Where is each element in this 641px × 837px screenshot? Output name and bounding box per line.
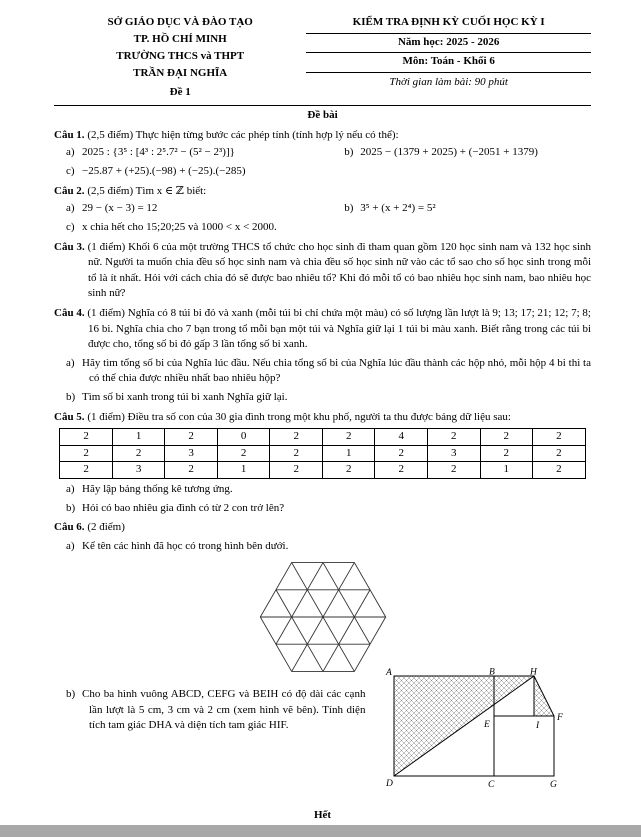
math-expression: 29 − (x − 3) = 12 [82,202,158,215]
question-2-item-a [66,201,344,217]
school-year: Năm học: 2025 - 2026 [306,34,591,54]
question-6-points: (2 điểm) [87,521,125,534]
department-line: SỞ GIÁO DỤC VÀ ĐÀO TẠO [107,16,253,28]
math-expression: x chia hết cho 15;20;25 và 1000 < x < 2000. [82,220,277,233]
table-cell: 2 [533,445,586,462]
exam-code: Đề 1 [169,86,191,99]
header-divider [54,105,591,106]
question-5-label: Câu 5. [54,410,85,423]
table-cell: 2 [533,429,586,446]
question-3-label: Câu 3. [54,240,85,253]
table-cell: 0 [217,429,270,446]
page-header [54,14,591,101]
table-cell: 4 [375,429,428,446]
item-text: Hỏi có bao nhiêu gia đình có từ 2 con trở lên? [82,501,285,514]
school-type-line: TRƯỜNG THCS và THPT [116,50,245,63]
question-5-intro: (1 điểm) Điều tra số con của 30 gia đình trong một khu phố, người ta thu được bảng dữ liệu sau: [87,410,511,423]
label-E: E [484,720,491,731]
city-line: TP. HỒ CHÍ MINH [133,33,227,46]
triangulated-hexagon [257,559,389,675]
label-B: B [489,668,496,678]
question-2-label: Câu 2. [54,184,85,197]
question-5 [54,410,591,517]
item-letter: a) [66,202,75,215]
table-cell: 2 [112,445,165,462]
item-letter: a) [66,146,75,159]
question-2-intro: (2,5 điểm) Tìm x ∈ ℤ biết: [87,184,207,197]
table-cell: 2 [480,429,533,446]
table-cell: 1 [480,462,533,479]
label-D: D [386,779,394,790]
table-cell: 2 [60,462,113,479]
question-6-b-row [54,668,591,798]
question-2-row-ab [54,201,591,217]
question-4-label: Câu 4. [54,306,85,319]
item-letter: a) [66,539,75,552]
table-cell: 2 [60,429,113,446]
question-6-label: Câu 6. [54,521,85,534]
squares-diagram [384,668,580,792]
table-cell: 2 [270,445,323,462]
table-cell: 1 [112,429,165,446]
item-text: Hãy tìm tổng số bi của Nghĩa lúc đầu. Nếu chia tổng số bi của Nghĩa lúc đầu thành các hộp nhỏ, mỗi hộp 4 bi thì ta có thể chia được nhiều nhất bao nhiêu hộp? [82,356,591,385]
item-letter: b) [344,146,354,159]
question-1-label: Câu 1. [54,128,85,141]
question-5-item-b [54,501,591,517]
exam-header [306,14,591,101]
question-6-item-b [54,687,365,734]
table-cell: 2 [60,445,113,462]
question-2-item-c [54,220,591,236]
table-row [60,462,585,479]
section-title: Đề bài [307,109,338,122]
math-expression: 2025 − (1379 + 2025) + (−2051 + 1379) [360,146,538,159]
label-F: F [557,713,564,724]
page-edge [0,825,641,837]
label-A: A [386,668,393,679]
label-G: G [550,780,558,791]
question-4-text: (1 điểm) Nghĩa có 8 túi bi đỏ và xanh (mỗi túi bi chỉ chứa một màu) có số lượng lần lượt là 9; 13; 17; 21; 12; 7; 8; 16 bi. Nghĩa chia cho 7 bạn trong tổ mỗi bạn một túi và Nghĩa giữ lại 1 túi bi màu xanh. Biết rằng trong các túi bi được cho, tổng số bi đỏ gấp 3 lần tổng số bi xanh. [87,306,591,351]
item-text: Hãy lập bảng thống kê tương ứng. [82,483,233,496]
table-cell: 2 [480,445,533,462]
table-cell: 2 [375,445,428,462]
table-cell: 2 [375,462,428,479]
q5-table-body [60,429,585,479]
table-cell: 2 [217,445,270,462]
question-1-intro: (2,5 điểm) Thực hiện từng bước các phép tính (tính hợp lý nếu có thể): [87,128,399,141]
math-expression: 3⁵ + (x + 2⁴) = 5² [360,202,436,215]
table-cell: 1 [217,462,270,479]
table-cell: 3 [427,445,480,462]
item-letter: c) [66,220,75,233]
math-expression: 2025 : {3⁵ : [4³ : 2⁵.7² − (5² − 2³)]} [82,146,235,159]
table-cell: 3 [112,462,165,479]
label-C: C [488,780,495,791]
question-1-item-a [66,145,344,161]
exam-subject: Môn: Toán - Khối 6 [306,53,591,73]
table-cell: 2 [322,429,375,446]
table-cell: 2 [427,429,480,446]
table-row [60,429,585,446]
table-cell: 2 [270,462,323,479]
label-H: H [530,668,538,678]
item-letter: b) [66,501,76,514]
table-cell: 2 [322,462,375,479]
question-4-item-b [54,390,591,406]
school-name-line: TRẦN ĐẠI NGHĨA [133,67,228,80]
item-text: Cho ba hình vuông ABCD, CEFG và BEIH có độ dài các cạnh lần lượt là 5 cm, 3 cm và 2 cm (xem hình vẽ bên). Tính diện tích tam giác DHA và diện tích tam giác HIF. [82,688,366,732]
question-1 [54,128,591,180]
end-marker: Hết [313,808,332,821]
question-4 [54,306,591,406]
item-letter: b) [66,390,76,403]
table-cell: 2 [533,462,586,479]
exam-duration: Thời gian làm bài: 90 phút [389,75,508,88]
item-letter: c) [66,165,75,178]
label-I: I [536,721,540,732]
table-cell: 2 [165,429,218,446]
question-2 [54,184,591,236]
item-letter: a) [66,356,75,369]
item-letter: a) [66,483,75,496]
question-1-item-b [344,145,591,161]
table-cell: 3 [165,445,218,462]
question-5-item-a [54,482,591,498]
item-text: Kể tên các hình đã học có trong hình bên dưới. [82,539,289,552]
question-3 [54,240,591,302]
question-6 [54,520,591,797]
item-text: Tìm số bi xanh trong túi bi xanh Nghĩa giữ lại. [82,390,288,403]
question-2-item-b [344,201,591,217]
question-4-item-a [54,356,591,387]
hexagon-figure [54,559,591,681]
item-letter: b) [344,202,354,215]
table-row [60,445,585,462]
question-3-text: (1 điểm) Khối 6 của một trường THCS tổ chức cho học sinh đi tham quan gồm 120 học sinh nam và 132 học sinh nữ. Người ta muốn chia đều số học sinh nam và chia đều số học sinh nữ vào các tổ sao cho số học sinh trong mỗi tổ là ít nhất. Hỏi với cách chia đó sẽ được bao nhiêu tổ? Khi đó mỗi tổ có bao nhiêu học sinh nam, bao nhiêu học sinh nữ? [87,240,592,300]
table-cell: 1 [322,445,375,462]
q5-data-table [59,428,585,479]
squares-figure [373,668,591,798]
square-CEFG [494,716,554,776]
question-1-row-ab [54,145,591,161]
table-cell: 2 [270,429,323,446]
math-expression: −25.87 + (+25).(−98) + (−25).(−285) [82,165,246,178]
table-cell: 2 [427,462,480,479]
exam-title: KIỂM TRA ĐỊNH KỲ CUỐI HỌC KỲ I [306,14,591,34]
item-letter: b) [66,688,76,701]
school-header [54,14,306,101]
question-1-item-c [54,164,591,180]
table-cell: 2 [165,462,218,479]
question-6-item-a [54,539,591,555]
